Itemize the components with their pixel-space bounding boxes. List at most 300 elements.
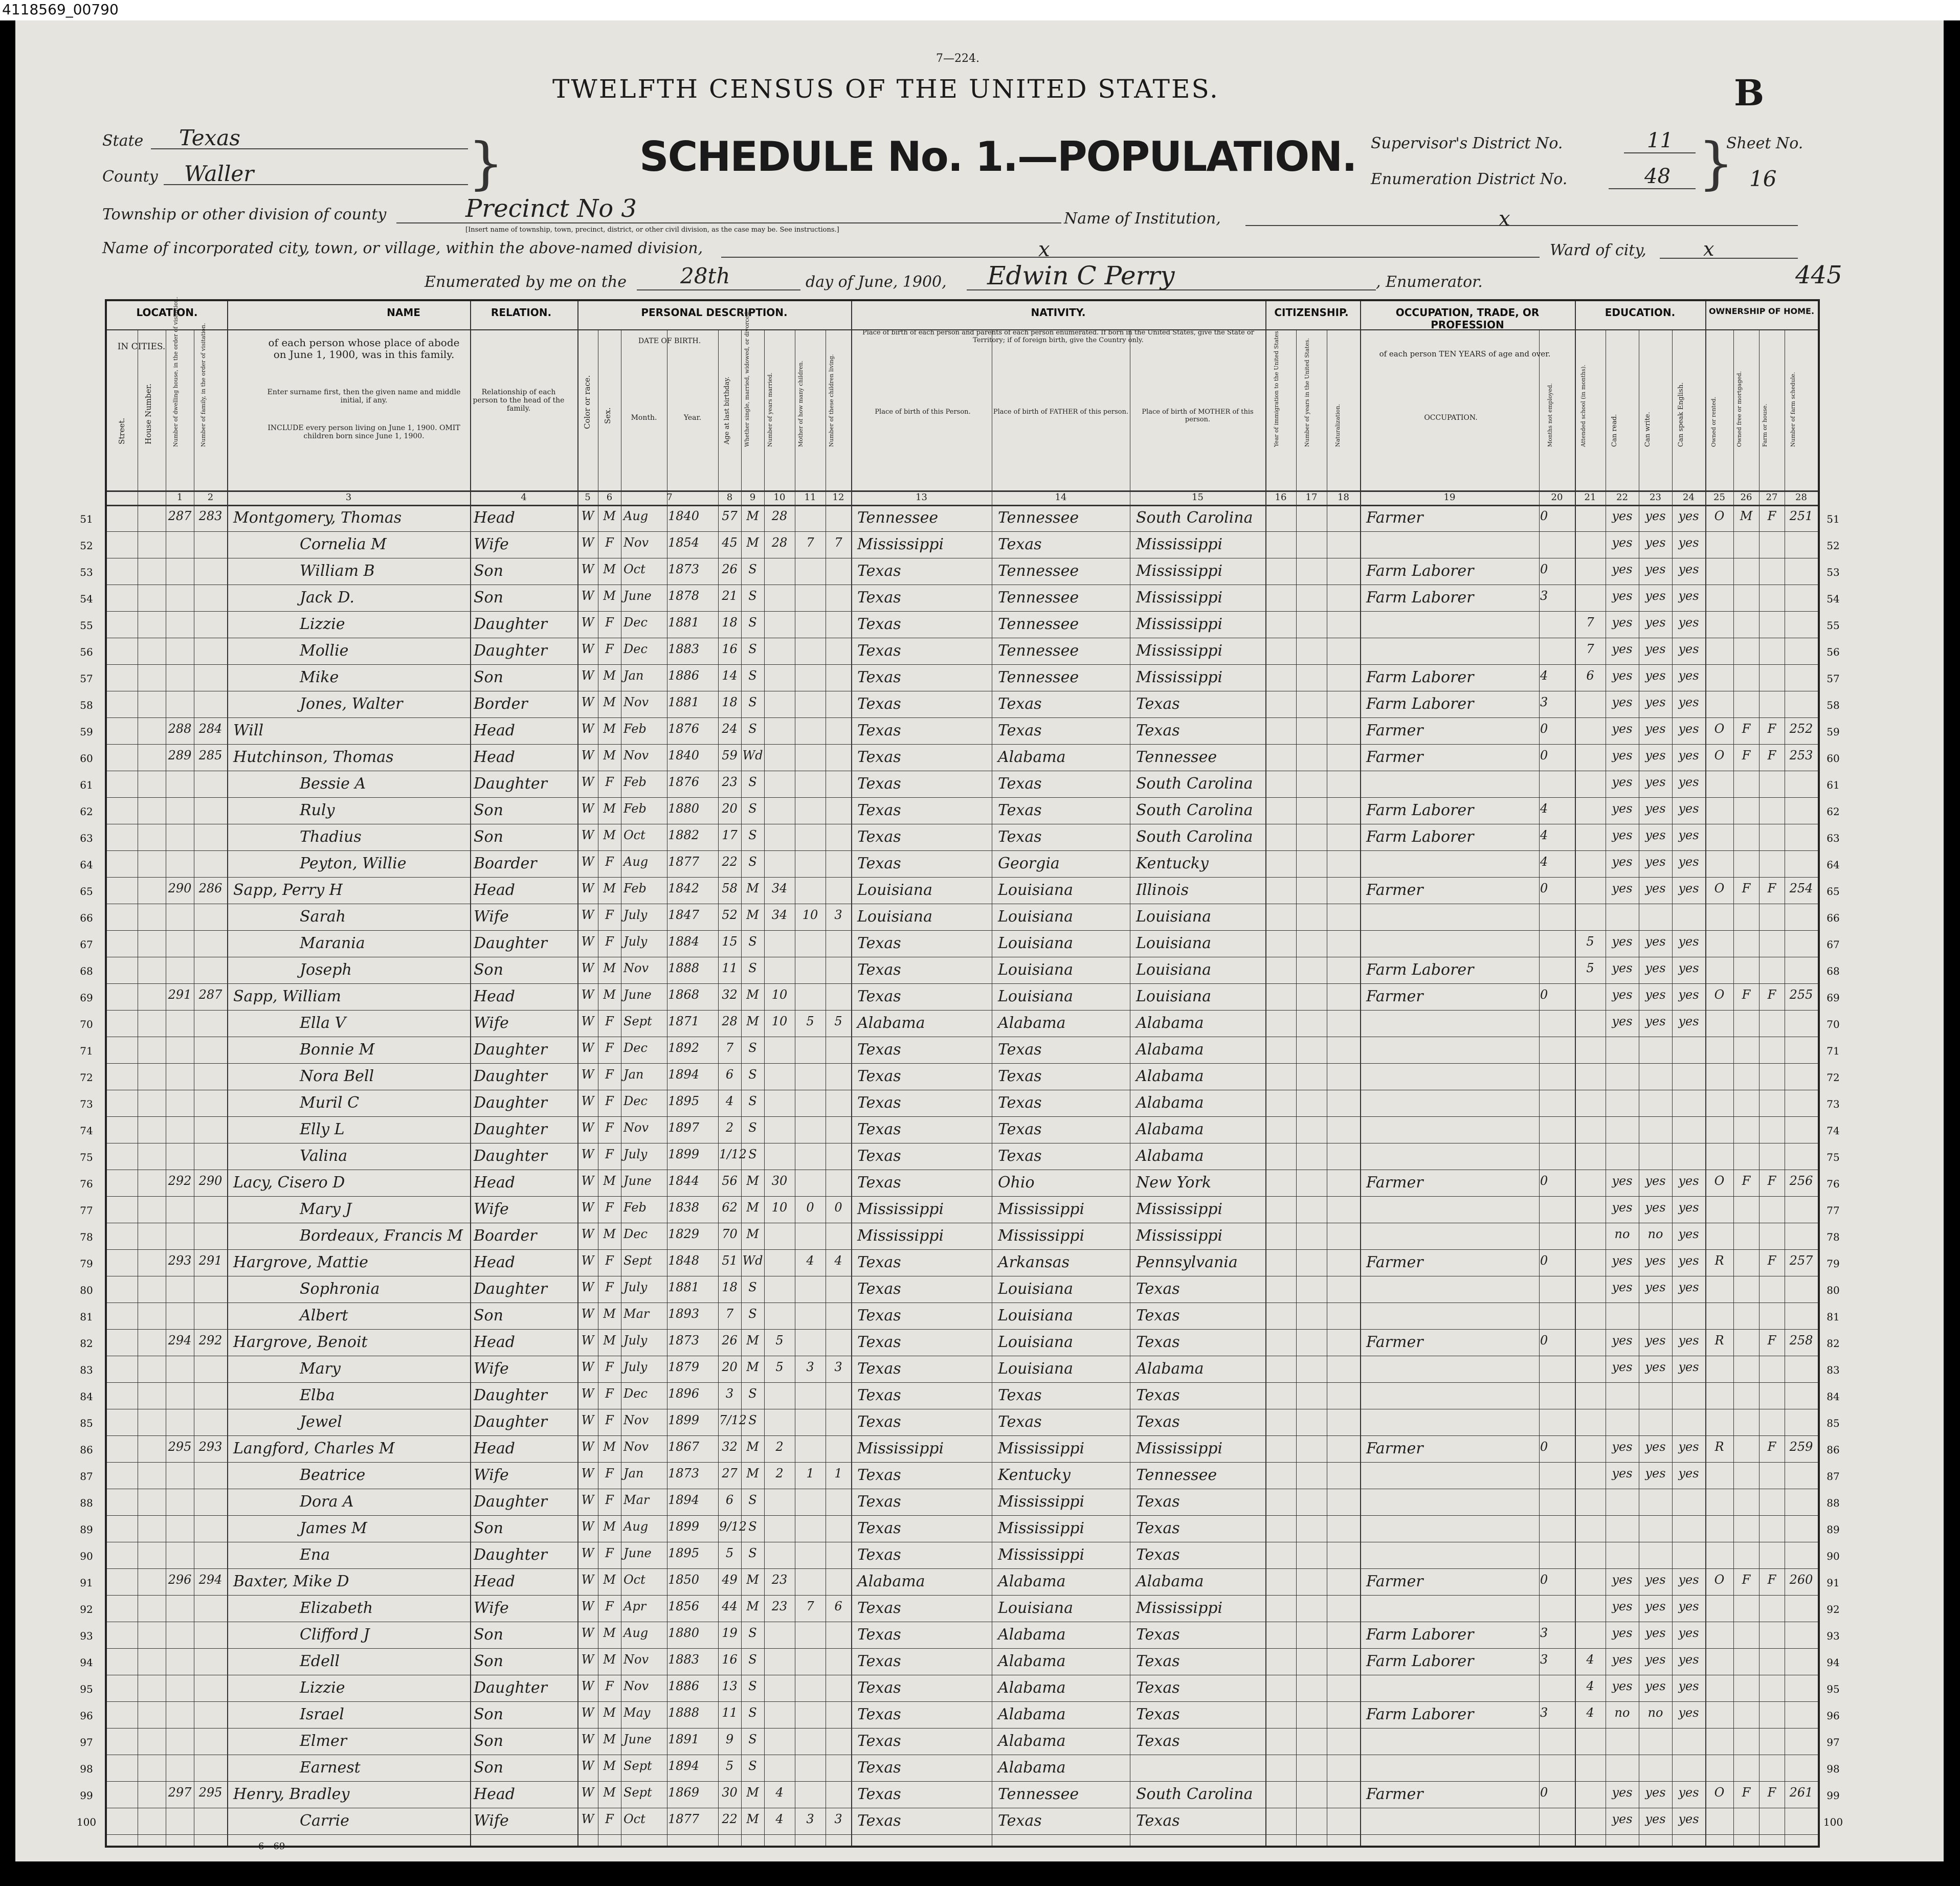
can-read: yes [1612,1679,1633,1693]
row-divider [107,1382,1818,1383]
age: 30 [722,1785,738,1800]
relation: Daughter [474,1493,547,1511]
color-race: W [581,1147,594,1161]
family-number: 293 [198,1440,222,1454]
line-number-right: 88 [1827,1497,1840,1509]
occupation: Farmer [1366,1573,1423,1590]
relation: Daughter [474,1413,547,1431]
birthplace-father: Texas [998,775,1042,793]
sex: M [603,1785,616,1800]
owned-rented: O [1714,1174,1725,1188]
birthplace-mother: Texas [1136,1705,1180,1723]
color-race: W [581,695,594,709]
column-number: 12 [832,492,844,503]
birth-month: Apr [623,1599,647,1613]
years-married: 10 [771,1014,788,1028]
enumerator-suffix: , Enumerator. [1376,273,1483,291]
years-married-label: Number of years married. [767,372,773,447]
birthplace-father: Louisiana [998,1280,1073,1298]
birthplace-person: Texas [857,1386,901,1404]
sex: F [605,1067,614,1082]
sex: F [605,1147,614,1161]
children-living: 4 [834,1253,842,1268]
birthplace-person: Texas [857,1812,901,1830]
color-race: W [581,1519,594,1534]
birth-year: 1892 [668,1041,700,1055]
birthplace-person: Mississippi [857,1440,944,1457]
dwelling-number: 291 [168,987,192,1002]
group-relation: RELATION. [491,306,552,319]
color-race: W [581,961,594,975]
can-speak: yes [1678,509,1699,523]
occupation: Farm Laborer [1366,695,1474,713]
occupation: Farmer [1366,1440,1423,1457]
birthplace-father: Alabama [998,1014,1066,1032]
birthplace-mother: Texas [1136,1280,1180,1298]
birthplace-person: Texas [857,1732,901,1750]
age-label: Age at last birthday. [723,376,731,444]
birthplace-mother: Alabama [1136,1067,1204,1085]
column-number: 23 [1650,492,1661,503]
sex: F [605,855,614,869]
ward-value: x [1703,238,1714,260]
occupation: Farmer [1366,1174,1423,1192]
person-name: Cornelia M [300,535,387,553]
birth-year: 1882 [668,828,700,842]
line-number: 75 [80,1151,93,1163]
age: 45 [722,535,738,550]
pob-person-label: Place of birth of this Person. [875,408,971,416]
can-write: yes [1645,562,1666,576]
person-name: Elizabeth [300,1599,373,1617]
marital-status: S [748,1147,757,1161]
can-speak: yes [1678,1014,1699,1028]
person-name: Henry, Bradley [233,1785,350,1803]
years-married: 23 [771,1573,788,1587]
birth-month: May [623,1705,651,1720]
years-married: 10 [771,987,788,1002]
line-number: 71 [80,1045,93,1057]
age: 18 [722,695,738,709]
can-read: yes [1612,828,1633,842]
age: 44 [722,1599,738,1613]
marital-label: Whether single, married, widowed, or divorced. [744,310,750,447]
line-number: 59 [80,726,93,738]
person-name: Lacy, Cisero D [233,1174,345,1192]
owned-rented: O [1714,748,1725,762]
age: 7/12 [719,1413,747,1427]
years-married: 28 [771,509,788,523]
age: 9 [725,1732,734,1746]
line-number-right: 74 [1827,1125,1840,1137]
column-number: 3 [345,492,352,503]
can-write-label: Can write. [1644,412,1652,447]
months-not-employed: 0 [1540,1333,1548,1348]
column-number: 6 [606,492,613,503]
marital-status: S [748,801,757,816]
owned-rented: O [1714,987,1725,1002]
sheet-label: Sheet No. [1726,134,1803,152]
birthplace-father: Mississippi [998,1519,1085,1537]
supervisor-label: Supervisor's District No. [1371,134,1563,152]
relation: Boarder [474,855,537,872]
line-number: 91 [80,1577,93,1589]
color-race: W [581,1599,594,1613]
birth-month: Nov [623,695,649,709]
row-divider [107,1329,1818,1330]
birth-month: Mar [623,1493,650,1507]
sex: F [605,615,614,630]
sex: F [605,1599,614,1613]
birthplace-person: Mississippi [857,1227,944,1245]
marital-status: S [748,1280,757,1294]
marital-status: S [748,1732,757,1746]
row-divider [107,1010,1818,1011]
can-write: no [1647,1227,1663,1241]
can-write: yes [1645,1466,1666,1480]
years-married: 28 [771,535,788,550]
dwelling-number: 294 [168,1333,192,1348]
occupation: Farm Laborer [1366,1652,1474,1670]
line-number: 87 [80,1470,93,1483]
row-divider [107,664,1818,665]
farm-house: F [1767,509,1776,523]
attended-school: 6 [1586,668,1594,683]
birthplace-father: Texas [998,1147,1042,1165]
family-number: 284 [198,722,222,736]
birth-month: Nov [623,961,649,975]
person-name: Joseph [300,961,352,979]
children-living: 3 [834,1812,842,1826]
age: 26 [722,1333,738,1348]
birth-year: 1883 [668,1652,700,1667]
can-write: yes [1645,1200,1666,1215]
mother-of: 0 [806,1200,814,1215]
birthplace-father: Tennessee [998,642,1079,660]
dwelling-number: 288 [168,722,192,736]
person-name: Jones, Walter [300,695,403,713]
can-speak: yes [1678,1705,1699,1720]
birthplace-mother: South Carolina [1136,775,1253,793]
birth-year: 1838 [668,1200,700,1215]
person-name: Elmer [300,1732,347,1750]
relation: Daughter [474,1120,547,1138]
color-race: W [581,1253,594,1268]
can-read: yes [1612,509,1633,523]
occupation: Farm Laborer [1366,828,1474,846]
age: 49 [722,1573,738,1587]
group-occupation: OCCUPATION, TRADE, OR PROFESSION [1395,306,1540,331]
sex: M [603,1307,616,1321]
person-name: Will [233,722,264,739]
occupation: Farmer [1366,748,1423,766]
age: 59 [722,748,738,762]
line-number: 95 [80,1683,93,1695]
row-divider [107,877,1818,878]
sex: M [603,589,616,603]
free-mortgaged: F [1742,987,1751,1002]
dwelling-number: 295 [168,1440,192,1454]
sex: F [605,1094,614,1108]
birthplace-mother: Texas [1136,1519,1180,1537]
brace-right: } [1698,130,1734,196]
occupation: Farm Laborer [1366,668,1474,686]
birth-year: 1886 [668,668,700,683]
marital-status: S [748,1120,757,1135]
can-read: yes [1612,535,1633,550]
sex: M [603,1652,616,1667]
can-write: yes [1645,881,1666,895]
can-read: yes [1612,934,1633,949]
sex: M [603,1626,616,1640]
can-read: no [1614,1227,1630,1241]
can-write: yes [1645,1174,1666,1188]
line-number-right: 68 [1827,965,1840,977]
birthplace-mother: Louisiana [1136,961,1211,979]
age: 57 [722,509,738,523]
can-speak: yes [1678,1812,1699,1826]
person-name: Mollie [300,642,349,660]
marital-status: S [748,562,757,576]
months-not-employed: 4 [1540,828,1548,842]
color-race: W [581,535,594,550]
sex: M [603,1705,616,1720]
birthplace-person: Alabama [857,1573,925,1590]
months-not-employed: 4 [1540,855,1548,869]
birthplace-father: Alabama [998,1732,1066,1750]
owned-rented: O [1714,1573,1725,1587]
birthplace-father: Alabama [998,1626,1066,1644]
enumerated-prefix: Enumerated by me on the [425,273,627,291]
birthplace-person: Texas [857,934,901,952]
row-divider [107,744,1818,745]
can-write: yes [1645,1573,1666,1587]
free-mortgaged: F [1742,1573,1751,1587]
birth-month: June [623,987,652,1002]
column-divider [1360,301,1361,1846]
line-number: 54 [80,593,93,605]
years-married: 4 [775,1785,784,1800]
person-name: Baxter, Mike D [233,1573,349,1590]
column-divider [1575,301,1576,1846]
occupation: Farmer [1366,1333,1423,1351]
can-speak: yes [1678,668,1699,683]
relation: Head [474,722,516,739]
years-in-us-label: Number of years in the United States. [1304,338,1310,447]
birthplace-mother: Mississippi [1136,1440,1223,1457]
street-label: Street. [117,417,126,444]
color-race: W [581,1386,594,1401]
birth-month: Feb [623,775,647,789]
relation: Son [474,801,503,819]
row-divider [107,1462,1818,1463]
farm-house: F [1767,722,1776,736]
children-living: 1 [834,1466,842,1480]
birth-month: July [623,1147,648,1161]
person-name: Bordeaux, Francis M [300,1227,463,1245]
can-speak: yes [1678,1200,1699,1215]
line-number: 93 [80,1630,93,1642]
birthplace-person: Louisiana [857,881,932,899]
birthplace-person: Texas [857,615,901,633]
birth-month: Aug [623,1519,649,1534]
person-name: Marania [300,934,365,952]
line-number: 67 [80,938,93,951]
sex: F [605,1413,614,1427]
institution-label: Name of Institution, [1064,210,1221,228]
schedule-title: SCHEDULE No. 1.—POPULATION. [639,133,1356,181]
marital-status: M [746,1599,759,1613]
birthplace-person: Mississippi [857,1200,944,1218]
months-not-employed: 3 [1540,695,1548,709]
sex: F [605,1466,614,1480]
birthplace-father: Louisiana [998,908,1073,926]
sex: M [603,1333,616,1348]
row-divider [107,1116,1818,1117]
person-name: William B [300,562,375,580]
birthplace-mother: Louisiana [1136,908,1211,926]
occupation: Farmer [1366,509,1423,527]
pob-father-label: Place of birth of FATHER of this person. [993,408,1129,416]
line-number-right: 72 [1827,1071,1840,1084]
can-read: yes [1612,881,1633,895]
family-number: 285 [198,748,222,762]
month-label: Month. [631,414,657,422]
birthplace-person: Texas [857,1599,901,1617]
color-race: W [581,1200,594,1215]
person-name: Lizzie [300,615,345,633]
birth-month: Mar [623,1307,650,1321]
birthplace-father: Ohio [998,1174,1035,1192]
occupation-description: of each person TEN YEARS of age and over. [1379,349,1551,358]
relation: Daughter [474,934,547,952]
marital-status: S [748,1679,757,1693]
marital-status: M [746,1014,759,1028]
can-read: yes [1612,961,1633,975]
can-speak: yes [1678,722,1699,736]
row-divider [107,983,1818,984]
birthplace-father: Texas [998,1120,1042,1138]
marital-status: M [746,509,759,523]
can-speak: yes [1678,961,1699,975]
farm-house: F [1767,1253,1776,1268]
birthplace-person: Alabama [857,1014,925,1032]
relation: Son [474,1705,503,1723]
enumeration-value: 48 [1644,165,1671,188]
birth-month: Dec [623,1094,648,1108]
person-name: Peyton, Willie [300,855,407,872]
farm-house-label: Farm or house. [1762,403,1768,447]
farm-house: F [1767,987,1776,1002]
birthplace-father: Louisiana [998,934,1073,952]
color-race: W [581,1280,594,1294]
birthplace-mother: South Carolina [1136,1785,1253,1803]
birthplace-mother: Mississippi [1136,562,1223,580]
sex: M [603,668,616,683]
column-number: 8 [726,492,733,503]
can-speak: yes [1678,987,1699,1002]
occupation: Farmer [1366,1253,1423,1271]
birthplace-person: Texas [857,775,901,793]
children-living: 7 [834,535,842,550]
line-number-right: 56 [1827,646,1840,658]
birthplace-father: Tennessee [998,668,1079,686]
marital-status: M [746,1200,759,1215]
birth-month: Nov [623,1652,649,1667]
years-married: 34 [771,908,788,922]
can-read: yes [1612,562,1633,576]
birthplace-mother: Texas [1136,722,1180,739]
sex: M [603,1227,616,1241]
birth-month: Feb [623,1200,647,1215]
can-read: yes [1612,987,1633,1002]
birthplace-father: Louisiana [998,1333,1073,1351]
age: 1/12 [719,1147,747,1161]
birthplace-father: Mississippi [998,1493,1085,1511]
line-number: 90 [80,1550,93,1562]
person-name: Earnest [300,1759,361,1777]
birth-year: 1888 [668,961,700,975]
birth-year: 1880 [668,801,700,816]
can-speak: yes [1678,589,1699,603]
dwelling-number: 290 [168,881,192,895]
line-number: 96 [80,1710,93,1722]
birth-month: Nov [623,1413,649,1427]
line-number: 80 [80,1284,93,1296]
ward-line [1660,258,1798,259]
person-name: Elly L [300,1120,345,1138]
marital-status: S [748,1626,757,1640]
form-number: 7—224. [936,52,979,65]
age: 56 [722,1174,738,1188]
age: 28 [722,1014,738,1028]
farm-schedule-number: 253 [1789,748,1813,762]
farm-schedule-number: 257 [1789,1253,1813,1268]
person-name: Sapp, Perry H [233,881,343,899]
column-number: 19 [1443,492,1456,503]
birthplace-father: Kentucky [998,1466,1071,1484]
sex: F [605,642,614,656]
house-number-label: House Number. [144,384,153,444]
attended-school: 4 [1586,1652,1594,1667]
line-number: 84 [80,1390,93,1403]
occupation: Farm Laborer [1366,1626,1474,1644]
months-not-employed: 0 [1540,722,1548,736]
line-number-right: 59 [1827,726,1840,738]
birth-month: Nov [623,535,649,550]
birth-year: 1848 [668,1253,700,1268]
marital-status: S [748,1413,757,1427]
line-number: 60 [80,752,93,765]
person-name: Valina [300,1147,348,1165]
birthplace-father: Texas [998,801,1042,819]
mother-of: 7 [806,1599,814,1613]
person-name: Clifford J [300,1626,370,1644]
farm-house: F [1767,748,1776,762]
birth-month: Aug [623,855,649,869]
sex: M [603,562,616,576]
column-number: 1 [176,492,183,503]
marital-status: S [748,1652,757,1667]
in-cities-label: IN CITIES. [117,342,166,352]
birth-month: July [623,1333,648,1348]
person-name: Mike [300,668,339,686]
can-write: yes [1645,775,1666,789]
line-number: 53 [80,566,93,578]
birthplace-father: Texas [998,1094,1042,1112]
person-name: Ella V [300,1014,346,1032]
family-number: 287 [198,987,222,1002]
